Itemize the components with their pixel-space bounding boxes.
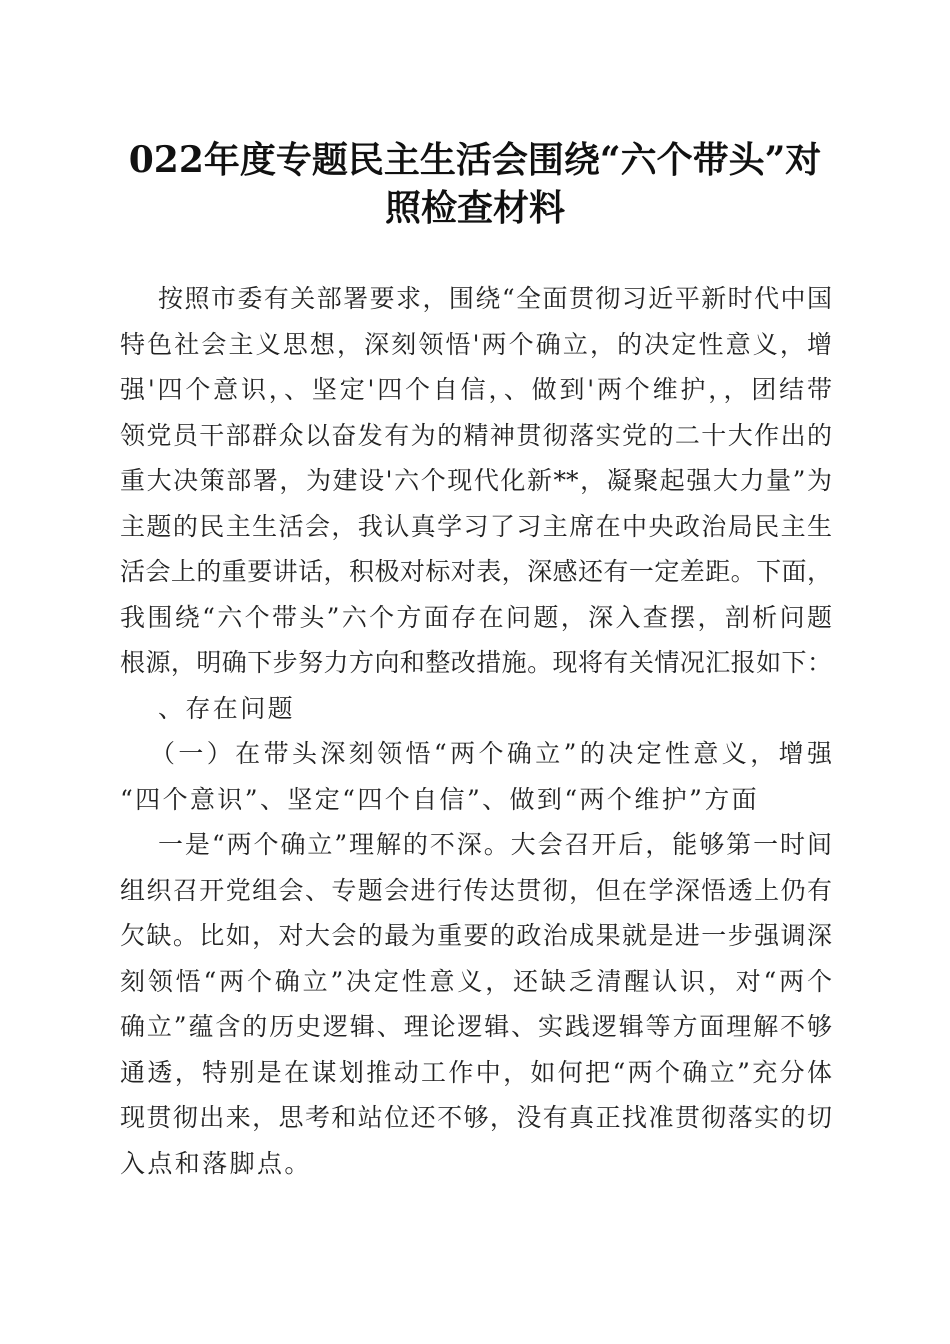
subsection-heading-line: “四个意识”、坚定“四个自信”、做到“两个维护”方面 — [120, 784, 760, 814]
paragraph-line: 特色社会主义思想，深刻领悟'两个确立，的决定性意义，增 — [120, 329, 832, 359]
paragraph-line: 通透，特别是在谋划推动工作中，如何把“两个确立”充分体 — [120, 1057, 832, 1087]
document-body — [120, 276, 832, 1186]
paragraph-line: 确立”蕴含的历史逻辑、理论逻辑、实践逻辑等方面理解不够 — [120, 1012, 832, 1041]
paragraph-line: 主题的民主生活会，我认真学习了习主席在中央政治局民主生 — [120, 511, 832, 541]
paragraph-line: 领党员干部群众以奋发有为的精神贯彻落实党的二十大作出的 — [120, 420, 832, 450]
paragraph-line: 欠缺。比如，对大会的最为重要的政治成果就是进一步强调深 — [120, 921, 832, 950]
paragraph-line: 入点和落脚点。 — [120, 1148, 312, 1178]
subsection-heading-line: （一）在带头深刻领悟“两个确立”的决定性意义，增强 — [150, 739, 832, 768]
section-heading: 、存在问题 — [158, 693, 296, 723]
paragraph-line: 组织召开党组会、专题会进行传达贯彻，但在学深悟透上仍有 — [120, 875, 832, 905]
paragraph-line: 一是“两个确立”理解的不深。大会召开后，能够第一时间 — [158, 830, 832, 859]
paragraph-line: 活会上的重要讲话，积极对标对表，深感还有一定差距。下面， — [120, 557, 832, 586]
paragraph-line: 我围绕“六个带头”六个方面存在问题，深入查摆，剖析问题 — [120, 602, 832, 632]
paragraph-line: 现贯彻出来，思考和站位还不够，没有真正找准贯彻落实的切 — [120, 1103, 832, 1132]
paragraph-line: 重大决策部署，为建设'六个现代化新**，凝聚起强大力量”为 — [120, 466, 832, 495]
paragraph-line: 根源，明确下步努力方向和整改措施。现将有关情况汇报如下： — [120, 648, 832, 677]
paragraph-line: 刻领悟“两个确立”决定性意义，还缺乏清醒认识，对“两个 — [120, 966, 832, 996]
paragraph-line: 强'四个意识，、坚定'四个自信，、做到'两个维护，，团结带 — [120, 375, 832, 404]
document-title-line-1: 022年度专题民主生活会围绕“六个带头”对 — [128, 139, 822, 181]
paragraph-line: 按照市委有关部署要求，围绕“全面贯彻习近平新时代中国 — [158, 284, 832, 313]
document-title-line-2: 照检查材料 — [384, 187, 565, 229]
